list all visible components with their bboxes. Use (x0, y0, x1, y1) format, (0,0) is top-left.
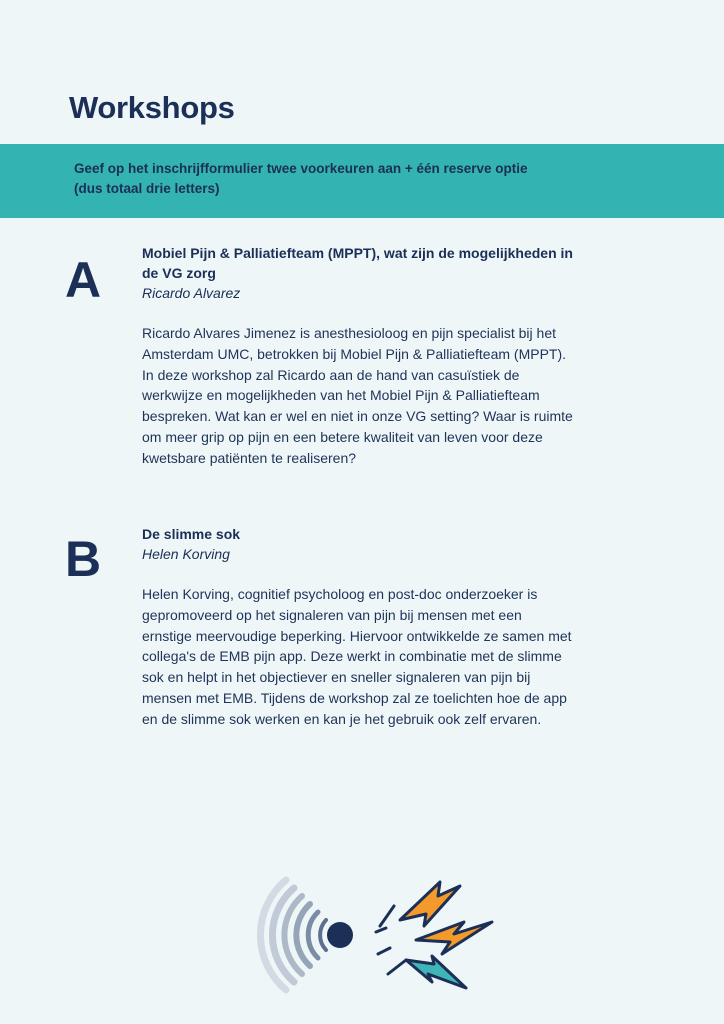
workshop-title: De slimme sok (142, 526, 241, 542)
workshop-description (142, 584, 602, 730)
description-line: bespreken. Wat kan er wel en niet in onze VG setting? Waar is ruimte (142, 408, 573, 425)
workshop-speaker: Ricardo Alvarez (142, 285, 241, 301)
lightning-bolt-icon (376, 882, 492, 988)
workshop-content (142, 243, 602, 469)
pain-signal-illustration (228, 860, 508, 1010)
description-line: Ricardo Alvares Jimenez is anesthesioloog en pijn specialist bij het (142, 325, 556, 341)
description-line: kwetsbare patiënten te realiseren? (142, 449, 357, 466)
banner-text-line-1: Geef op het inschrijfformulier twee voorkeuren aan + één reserve optie (74, 161, 528, 176)
workshop-title-line-1: Mobiel Pijn & Palliatiefteam (MPPT), wat zijn de mogelijkheden in (142, 245, 573, 261)
workshop-title (142, 243, 602, 283)
workshop-letter: A (65, 252, 102, 308)
banner-text-line-2: (dus totaal drie letters) (74, 181, 220, 196)
workshop-speaker: Helen Korving (142, 546, 230, 562)
workshop-letter: B (65, 531, 102, 587)
workshop-description (142, 323, 602, 469)
description-line: sok en helpt in het objectiever en sneller signaleren van pijn bij (142, 669, 531, 686)
description-line: werkwijze en mogelijkheden van het Mobiel Pijn & Palliatiefteam (142, 387, 540, 404)
description-line: gepromoveerd op het signaleren van pijn bij mensen met een (142, 606, 522, 623)
workshop-title-line-2: de VG zorg (142, 265, 216, 281)
pain-signal-waves-icon (260, 880, 353, 990)
description-line: In deze workshop zal Ricardo aan de hand van casuïstiek de (142, 366, 520, 383)
description-line: Helen Korving, cognitief psycholoog en post-doc onderzoeker is (142, 586, 538, 602)
banner-text (74, 159, 634, 199)
description-line: Amsterdam UMC, betrokken bij Mobiel Pijn & Palliatiefteam (MPPT). (142, 345, 567, 362)
description-line: mensen met EMB. Tijdens de workshop zal ze toelichten hoe de app (142, 689, 567, 706)
description-line: ernstige meervoudige beperking. Hiervoor ontwikkelde ze samen met (142, 627, 572, 644)
description-line: om meer grip op pijn en een betere kwaliteit van leven voor deze (142, 428, 543, 445)
instruction-banner (0, 144, 724, 218)
workshop-content (142, 524, 602, 730)
description-line: collega's de EMB pijn app. Deze werkt in combinatie met de slimme (142, 648, 562, 665)
page-title: Workshops (69, 90, 235, 125)
description-line: en de slimme sok werken en kan je het gebruik ook zelf ervaren. (142, 710, 542, 727)
